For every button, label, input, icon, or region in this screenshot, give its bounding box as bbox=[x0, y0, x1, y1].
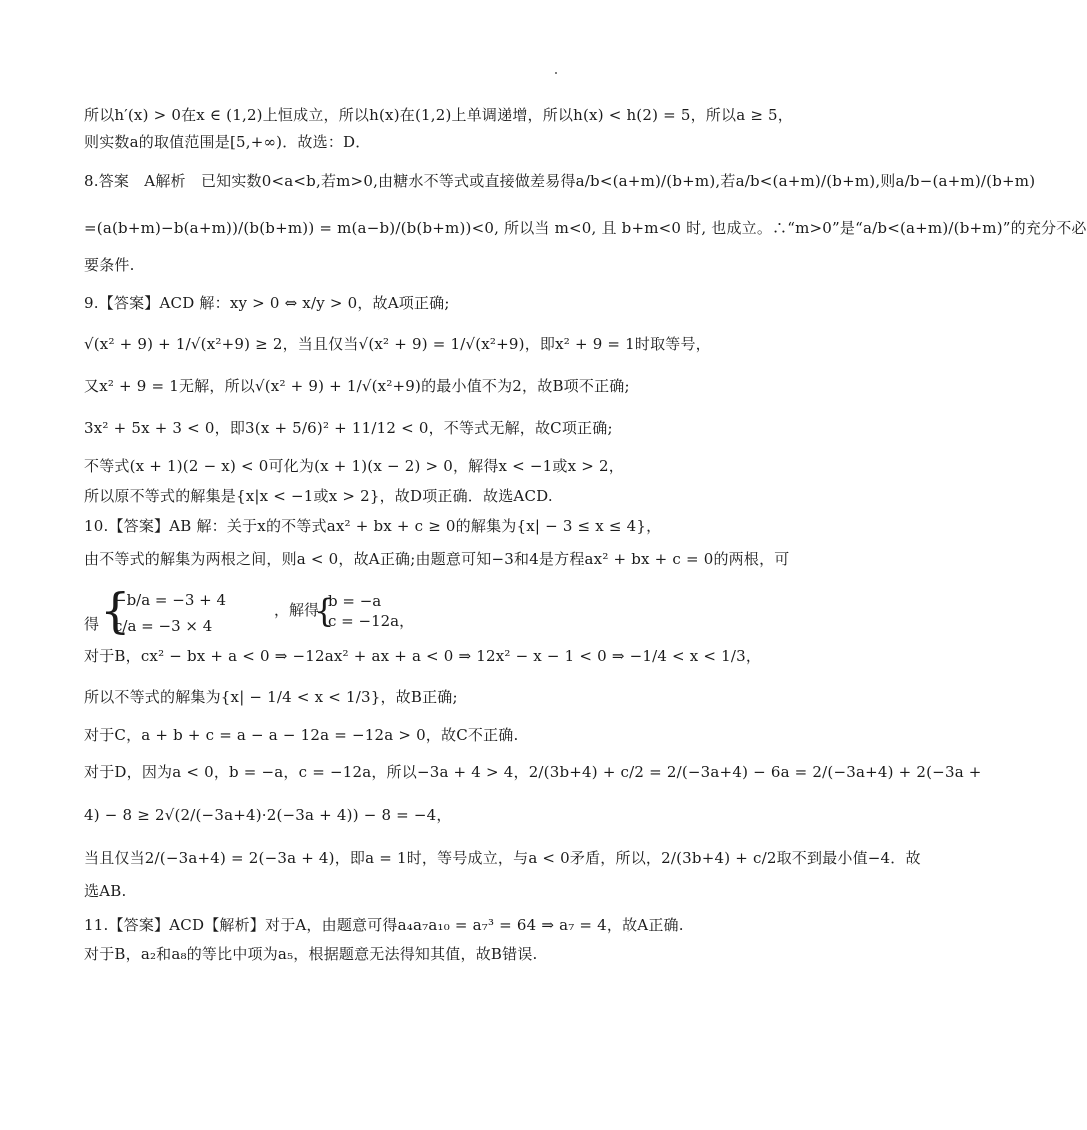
text-line: 对于B，cx² − bx + a < 0 ⇒ −12ax² + ax + a < 0 ⇒ 12x² − x − 1 < 0 ⇒ −1/4 < x < 1/3， bbox=[84, 647, 762, 665]
text-line: 4) − 8 ≥ 2√(2/(−3a+4)·2(−3a + 4)) − 8 = −4， bbox=[84, 806, 452, 824]
text-line: 所以不等式的解集为{x| − 1/4 < x < 1/3}，故B正确; bbox=[84, 688, 458, 706]
text-line: 对于C，a + b + c = a − a − 12a = −12a > 0，故C不正确. bbox=[84, 726, 519, 744]
text-line: 则实数a的取值范围是[5,+∞)．故选：D． bbox=[84, 133, 371, 151]
system-row: −b/a = −3 + 4 bbox=[114, 591, 227, 609]
text-line: 由不等式的解集为两根之间，则a < 0，故A正确;由题意可知−3和4是方程ax² + bx + c = 0的两根，可 bbox=[84, 550, 790, 568]
solution-row: b = −a bbox=[328, 592, 382, 610]
text-fragment: 得 bbox=[84, 615, 100, 633]
text-line: 11.【答案】ACD【解析】对于A，由题意可得a₄a₇a₁₀ = a₇³ = 64 ⇒ a₇ = 4，故A正确. bbox=[84, 916, 684, 934]
left-brace: { bbox=[100, 583, 131, 639]
text-line: =(a(b+m)−b(a+m))/(b(b+m)) = m(a−b)/(b(b+m))<0, 所以当 m<0, 且 b+m<0 时, 也成立。∴“m>0”是“a/b<(a+m)/(b+m)”的充分不必 bbox=[84, 219, 1087, 237]
system-rows bbox=[114, 587, 226, 639]
text-line: 10.【答案】AB 解：关于x的不等式ax² + bx + c ≥ 0的解集为{x| − 3 ≤ x ≤ 4}， bbox=[84, 517, 662, 535]
text-line: 所以原不等式的解集是{x|x < −1或x > 2}，故D项正确．故选ACD. bbox=[84, 487, 553, 505]
text-line: 8.答案 A解析 已知实数0<a<b,若m>0,由糖水不等式或直接做差易得a/b<(a+m)/(b+m),若a/b<(a+m)/(b+m),则a/b−(a+m)/(b+m) bbox=[84, 172, 1036, 190]
text-line: 所以h′(x) > 0在x ∈ (1,2)上恒成立，所以h(x)在(1,2)上单调递增，所以h(x) < h(2) = 5，所以a ≥ 5， bbox=[84, 106, 793, 124]
system-row: c/a = −3 × 4 bbox=[114, 617, 213, 635]
text-line: √(x² + 9) + 1/√(x²+9) ≥ 2，当且仅当√(x² + 9) = 1/√(x²+9)，即x² + 9 = 1时取等号， bbox=[84, 335, 711, 353]
text-fragment: ，解得 bbox=[274, 601, 320, 619]
solution-row: c = −12a， bbox=[328, 612, 415, 630]
text-line: 选AB. bbox=[84, 882, 127, 900]
text-line: 不等式(x + 1)(2 − x) < 0可化为(x + 1)(x − 2) > 0，解得x < −1或x > 2， bbox=[84, 457, 624, 475]
text-line: 要条件. bbox=[84, 256, 135, 274]
equation-system bbox=[84, 585, 724, 641]
text-line: 对于B，a₂和a₈的等比中项为a₅，根据题意无法得知其值，故B错误. bbox=[84, 945, 538, 963]
text-line: 对于D，因为a < 0，b = −a，c = −12a，所以−3a + 4 > 4，2/(3b+4) + c/2 = 2/(−3a+4) − 6a = 2/(−3a+4) + 2(−3a + bbox=[84, 763, 982, 781]
text-line: 当且仅当2/(−3a+4) = 2(−3a + 4)，即a = 1时，等号成立，与a < 0矛盾，所以，2/(3b+4) + c/2取不到最小值−4．故 bbox=[84, 849, 921, 867]
scan-speck bbox=[555, 72, 557, 74]
text-line: 又x² + 9 = 1无解，所以√(x² + 9) + 1/√(x²+9)的最小值不为2，故B项不正确; bbox=[84, 377, 630, 395]
text-line: 9.【答案】ACD 解：xy > 0 ⇔ x/y > 0，故A项正确; bbox=[84, 294, 450, 312]
left-brace: { bbox=[314, 592, 335, 630]
text-line: 3x² + 5x + 3 < 0，即3(x + 5/6)² + 11/12 < 0，不等式无解，故C项正确; bbox=[84, 419, 613, 437]
solution-rows bbox=[328, 591, 414, 631]
